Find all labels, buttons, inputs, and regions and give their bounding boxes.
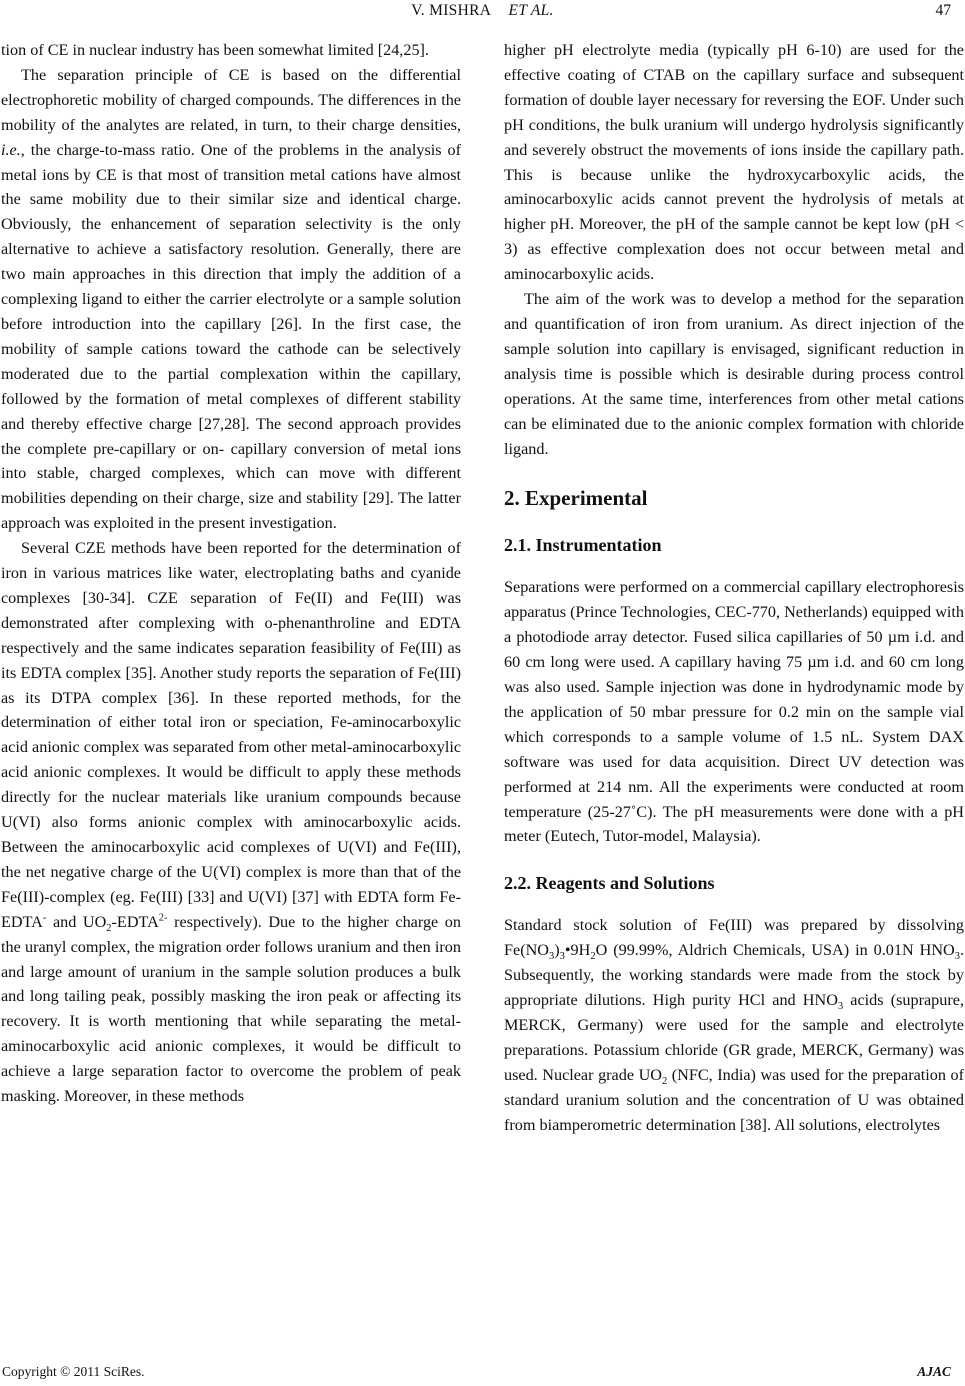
superscript: 2- — [158, 912, 168, 924]
superscript: - — [42, 912, 47, 924]
right-column — [504, 38, 964, 1138]
text-run: respectively). Due to the higher charge on the uranyl complex, the migration order follows uranium and then iron and large amount of uranium in the sample solution produces a bulk and long tailing peak, possibly masking the iron peak or affecting its recovery. It is worth mentioning that while separating the metal-aminocarboxylic acid anionic complexes, it would be difficult to achieve a large separation factor to overcome the problem of peak masking. Moreover, in these methods — [1, 912, 461, 1106]
page-footer — [0, 1364, 965, 1384]
subsection-heading-reagents: 2.2. Reagents and Solutions — [504, 873, 715, 894]
text-run: -EDTA — [111, 912, 159, 931]
text-run: O (99.99%, Aldrich Chemicals, USA) in 0.01N HNO — [595, 941, 955, 960]
text-run: and UO — [46, 912, 107, 931]
copyright-notice: Copyright © 2011 SciRes. — [2, 1364, 145, 1379]
subscript: 2 — [106, 922, 112, 934]
text-run: , the charge-to-mass ratio. One of the problems in the analysis of metal ions by CE is that most of transition metal cations have almost the same mobility due to their similar size and identical charge. Obviously, the enhancement of separation selectivity is the only alternative to achieve a satisfactory resolution. Generally, there are two main approaches in this direction that imply the addition of a complexing ligand to either the carrier electrolyte or a sample solution before introduction into the capillary [26]. In the first case, the mobility of sample cations toward the cathode can be selectively moderated due to the partial complexation within the capillary, followed by the formation of metal complexes of different stability and thereby effective charge [27,28]. The second approach provides the complete pre-capillary or on- capillary conversion of metal ions into stable, charged complexes, which can move with different mobilities depending on their charge, size and stability [29]. The latter approach was exploited in the present investigation. — [1, 140, 461, 533]
page-header — [0, 2, 965, 24]
page-number: 47 — [935, 2, 951, 19]
left-column — [1, 38, 461, 1109]
text-run: acids (suprapure, MERCK, Germany) were used for the sample and electrolyte preparations. Potassium chloride (GR grade, MERCK, Germany) was used. Nuclear grade UO — [504, 991, 964, 1084]
running-head-authors: V. MISHRA — [411, 2, 491, 19]
paragraph-reagents — [504, 913, 964, 1137]
subsection-heading-instrumentation: 2.1. Instrumentation — [504, 535, 662, 556]
text-run: Several CZE methods have been reported for the determination of iron in various matrices like water, electroplating baths and cyanide complexes [30-34]. CZE separation of Fe(II) and Fe(III) was demonstrated after complexing with o-phenanthroline and EDTA respectively and the same indicates separation feasibility of Fe(III) as its EDTA complex [35]. Another study reports the separation of Fe(III) as its DTPA complex [36]. In these reported methods, for the determination of either total iron or speciation, Fe-aminocarboxylic acid anionic complex was separated from other metal-aminocarboxylic acid anionic complexes. It would be difficult to apply these methods directly for the nuclear materials like uranium compounds because U(VI) also forms anionic complex with aminocarboxylic acids. Between the aminocarboxylic acid complexes of U(VI) and Fe(III), the net negative charge of the U(VI) complex is more than that of the Fe(III)-complex (eg. Fe(III) [33] and U(VI) [37] with EDTA form Fe-EDTA — [1, 539, 461, 931]
paragraph: tion of CE in nuclear industry has been somewhat limited [24,25]. — [1, 41, 429, 59]
section-heading: 2. Experimental — [504, 486, 648, 511]
subscript: 3 — [559, 951, 565, 963]
paragraph-ce-principle — [1, 63, 461, 536]
paragraph-aim: The aim of the work was to develop a method for the separation and quantification of iron from uranium. As direct injection of the sample solution into capillary is envisaged, significant reduction in analysis time is possible which is desirable during process control operations. At the same time, interferences from other metal cations can be eliminated due to the anionic complex formation with chloride ligand. — [504, 290, 964, 458]
subscript: 2 — [590, 951, 596, 963]
running-head — [0, 2, 965, 20]
text-run: The separation principle of CE is based on the differential electrophoretic mobility of charged compounds. The differences in the mobility of the analytes are related, in turn, to their charge densities, — [1, 65, 461, 134]
text-run: Standard stock solution of Fe(III) was prepared by dissolving Fe(NO — [504, 916, 964, 960]
text-run: ) — [554, 941, 560, 960]
journal-abbreviation: AJAC — [917, 1364, 951, 1379]
text-run: . Subsequently, the working standards were made from the stock by appropriate dilutions. High purity HCl and HNO — [504, 941, 964, 1010]
paragraph-instrumentation: Separations were performed on a commercial capillary electrophoresis apparatus (Prince Technologies, CEC-770, Netherlands) equipped with a photodiode array detector. Fused silica capillaries of 50 µm i.d. and 60 cm long were used. A capillary having 75 µm i.d. and 60 cm long was also used. Sample injection was done in hydrodynamic mode by the application of 50 mbar pressure for 0.2 min on the sample vial which corresponds to a sample volume of 1.5 nL. System DAX software was used for data acquisition. Direct UV detection was performed at 214 nm. All the experiments were conducted at room temperature (25-27˚C). The pH measurements were done with a pH meter (Eutech, Tutor-model, Malaysia). — [504, 578, 964, 846]
paragraph: higher pH electrolyte media (typically pH 6-10) are used for the effective coating of CTAB on the capillary surface and subsequent formation of double layer necessary for reversing the EOF. Under such pH conditions, the bulk uranium will undergo hydrolysis significantly and severely obstruct the movements of ions inside the capillary path. This is because unlike the hydroxycarboxylic acids, the aminocarboxylic acids cannot prevent the hydrolysis of metals at higher pH. Moreover, the pH of the sample cannot be kept low (pH < 3) as effective complexation does not occur between metal and aminocarboxylic acids. — [504, 41, 964, 284]
text-run: (NFC, India) was used for the preparation of standard uranium solution and the concentration of U was obtained from biamperometric determination [38]. All solutions, electrolytes — [504, 1065, 964, 1134]
subscript: 2 — [661, 1076, 668, 1088]
text-run-italic: i.e. — [1, 140, 21, 159]
text-run: •9H — [564, 941, 591, 960]
subscript: 3 — [837, 1001, 844, 1013]
paragraph-cze-methods — [1, 536, 461, 1109]
subscript: 3 — [954, 951, 960, 963]
running-head-et-al: ET AL. — [508, 2, 554, 19]
subscript: 3 — [548, 951, 555, 963]
